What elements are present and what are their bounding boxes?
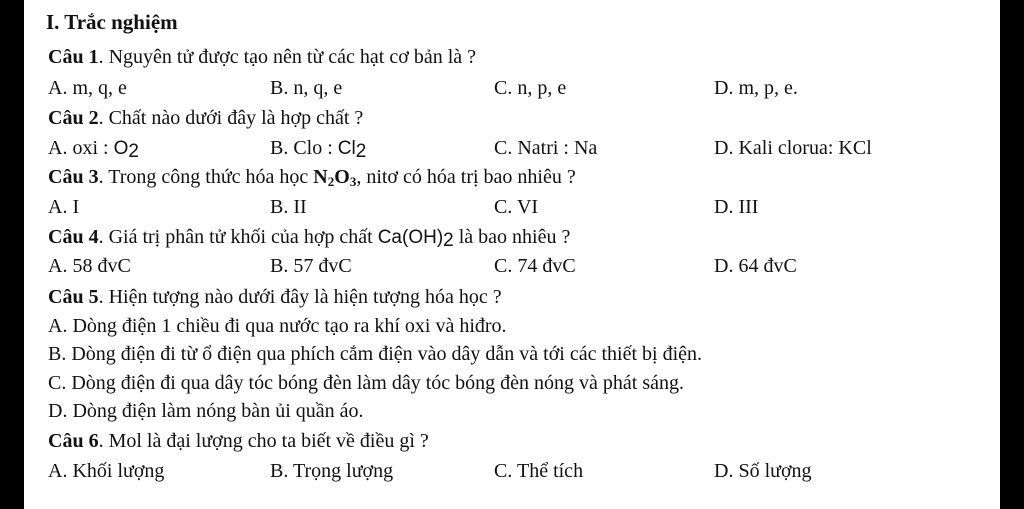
question-1-text: . Nguyên tử được tạo nên từ các hạt cơ bản là ? (98, 46, 476, 68)
q6-option-d: D. Số lượng (714, 460, 812, 482)
q2-option-c: C. Natri : Na (494, 137, 598, 159)
q2-option-a-formula: O (113, 138, 129, 159)
question-4-subscript: 2 (443, 230, 454, 251)
question-3-sub-n: 2 (327, 174, 335, 189)
q6-option-a: A. Khối lượng (48, 460, 165, 482)
q4-option-b: B. 57 đvC (270, 255, 352, 277)
question-5-text: . Hiện tượng nào dưới đây là hiện tượng hóa học ? (98, 286, 502, 308)
q1-option-d: D. m, p, e. (714, 77, 798, 99)
question-6-number: Câu 6 (48, 430, 99, 452)
q3-option-c: C. VI (494, 196, 539, 218)
q6-option-b: B. Trọng lượng (270, 460, 394, 482)
question-3-text-before: . Trong công thức hóa học (98, 166, 314, 188)
q5-option-c: C. Dòng điện đi qua dây tóc bóng đèn làm dây tóc bóng đèn nóng và phát sáng. (48, 372, 684, 394)
q2-option-b-formula: Cl (337, 138, 356, 159)
q1-option-a: A. m, q, e (48, 77, 127, 99)
question-3-formula-n: N (313, 166, 328, 188)
question-4-text-after: là bao nhiêu ? (453, 226, 571, 248)
question-4-formula: Ca(OH) (377, 227, 444, 248)
question-3-sub-o: 3 (349, 174, 357, 189)
q2-option-a-subscript: 2 (128, 141, 139, 162)
q6-option-c: C. Thể tích (494, 460, 584, 482)
question-1 (48, 43, 476, 71)
q1-option-b: B. n, q, e (270, 77, 343, 99)
q5-option-d: D. Dòng điện làm nóng bàn ủi quần áo. (48, 400, 364, 422)
q4-option-a: A. 58 đvC (48, 255, 131, 277)
question-4 (48, 223, 570, 251)
q2-option-a (48, 134, 139, 162)
question-2 (48, 104, 363, 132)
q3-option-a: A. I (48, 196, 80, 218)
question-3-formula-o: O (334, 166, 350, 188)
question-6 (48, 427, 429, 455)
q4-option-c: C. 74 đvC (494, 255, 576, 277)
question-2-number: Câu 2 (48, 107, 99, 129)
q2-option-d: D. Kali clorua: KCl (714, 137, 872, 159)
question-1-number: Câu 1 (48, 46, 99, 68)
question-3 (48, 163, 576, 191)
section-title: I. Trắc nghiệm (46, 10, 178, 34)
question-5-number: Câu 5 (48, 286, 99, 308)
q2-option-b-label: B. Clo : (270, 137, 338, 159)
q2-option-b-subscript: 2 (355, 141, 367, 162)
q3-option-d: D. III (714, 196, 759, 218)
question-3-number: Câu 3 (48, 166, 99, 188)
worksheet (24, 0, 1000, 509)
question-4-number: Câu 4 (48, 226, 99, 248)
question-3-text-after: , nitơ có hóa trị bao nhiêu ? (356, 166, 576, 188)
question-5 (48, 283, 502, 311)
q5-option-b: B. Dòng điện đi từ ổ điện qua phích cắm điện vào dây dẫn và tới các thiết bị điện. (48, 343, 703, 365)
question-6-text: . Mol là đại lượng cho ta biết về điều gì ? (98, 430, 429, 452)
question-4-text-before: . Giá trị phân tử khối của hợp chất (98, 226, 378, 248)
q4-option-d: D. 64 đvC (714, 255, 797, 277)
q3-option-b: B. II (270, 196, 307, 218)
q2-option-a-label: A. oxi : (48, 137, 114, 159)
q5-option-a: A. Dòng điện 1 chiều đi qua nước tạo ra khí oxi và hiđro. (48, 315, 507, 337)
q1-option-c: C. n, p, e (494, 77, 567, 99)
question-2-text: . Chất nào dưới đây là hợp chất ? (98, 107, 364, 129)
q2-option-b (270, 134, 366, 162)
